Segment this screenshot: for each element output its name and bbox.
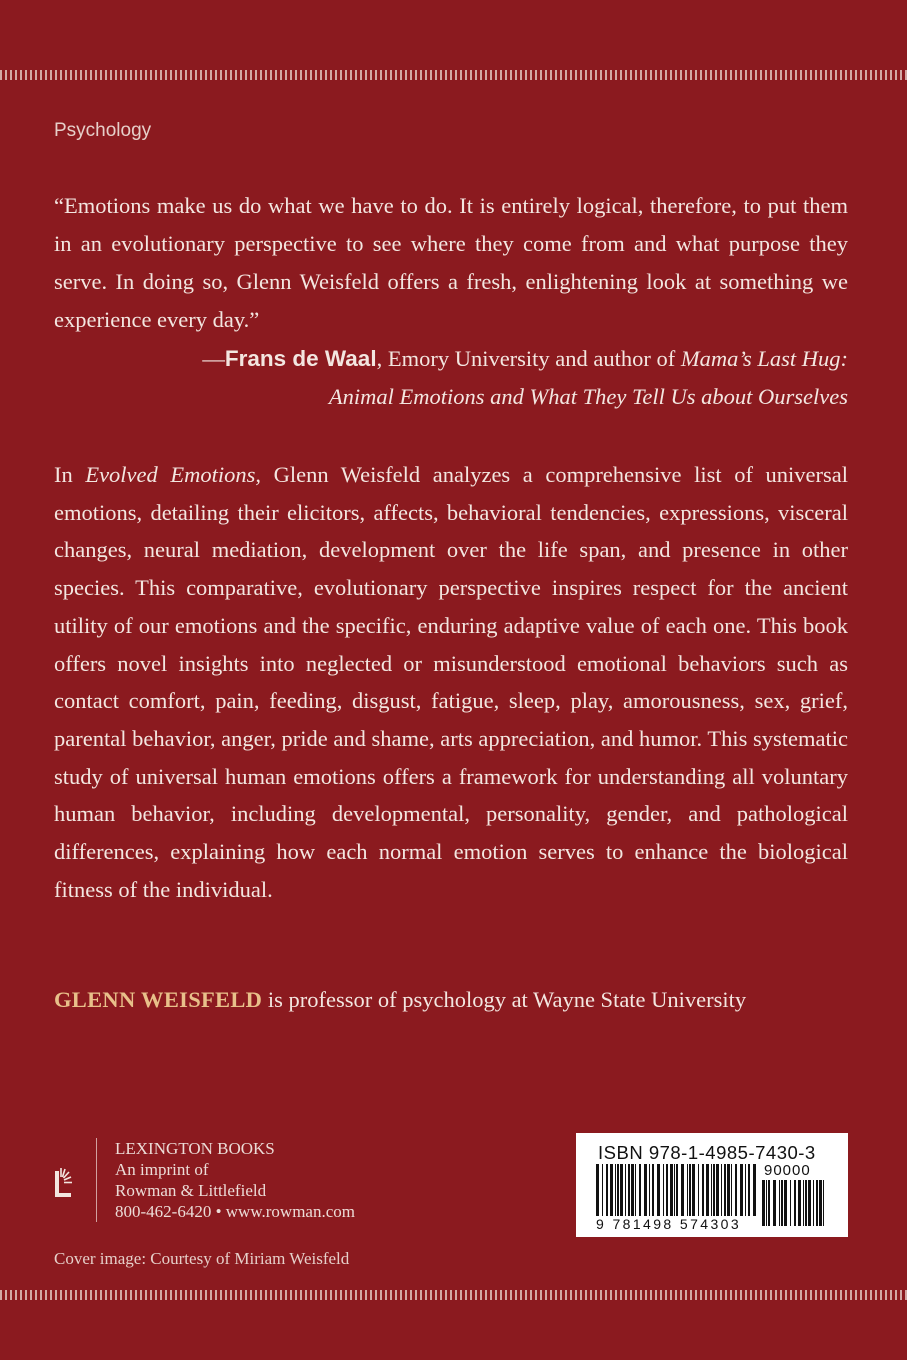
endorser-name: Frans de Waal	[224, 346, 377, 371]
barcode-bar	[808, 1180, 811, 1226]
endorser-affiliation: , Emory University and author of	[376, 346, 681, 371]
barcode-bar	[610, 1164, 613, 1216]
barcode-bar	[721, 1164, 722, 1216]
barcode-bar	[748, 1164, 750, 1216]
barcode-bar	[762, 1180, 765, 1226]
isbn-label: ISBN 978-1-4985-7430-3	[598, 1142, 816, 1163]
bottom-border-stripe	[0, 1290, 907, 1300]
isbn-barcode	[576, 1133, 848, 1237]
barcode-bar	[692, 1164, 695, 1216]
barcode-bar	[615, 1164, 616, 1216]
author-name: GLENN WEISFELD	[54, 987, 263, 1012]
barcode-bar	[657, 1164, 660, 1216]
barcode-bar	[727, 1164, 730, 1216]
price-code: 90000	[764, 1162, 811, 1179]
barcode-bar	[784, 1180, 787, 1226]
ean-digits: 9 781498 574303	[596, 1216, 741, 1232]
publisher-info	[96, 1138, 355, 1222]
barcode-bar	[740, 1164, 743, 1216]
barcode-bar	[649, 1164, 650, 1216]
description-intro: In	[54, 462, 86, 487]
barcode-bar	[631, 1164, 634, 1216]
publisher-parent: Rowman & Littlefield	[115, 1181, 267, 1200]
endorsement-attribution	[54, 340, 848, 416]
endorsement-quote: “Emotions make us do what we have to do. It is entirely logical, therefore, to put them in an evolutionary perspective to see where they come from and what purpose they serve. In doing so, Glenn Weisfeld offers a fresh, enlightening look at something we experience every day.”	[54, 193, 848, 332]
barcode-bar	[663, 1164, 664, 1216]
description-book-title: Evolved Emotions,	[85, 462, 261, 487]
barcode-bar	[666, 1164, 668, 1216]
barcode-bar	[702, 1164, 704, 1216]
barcode-bar	[687, 1164, 688, 1216]
barcode-bar	[790, 1180, 791, 1226]
barcode-bar	[639, 1164, 641, 1216]
barcode-bar	[670, 1164, 673, 1216]
barcode-bar	[753, 1164, 756, 1216]
barcode-bar	[628, 1164, 630, 1216]
barcode-bar	[813, 1180, 814, 1226]
barcode-bar	[681, 1164, 684, 1216]
barcode-bar	[713, 1164, 715, 1216]
cover-image-credit: Cover image: Courtesy of Miriam Weisfeld	[54, 1249, 350, 1268]
barcode-bar	[711, 1164, 712, 1216]
barcode-bar	[676, 1164, 678, 1216]
barcode-bar	[798, 1180, 801, 1226]
barcode-bar	[731, 1164, 732, 1216]
barcode-bar	[724, 1164, 726, 1216]
barcode-bar	[620, 1164, 623, 1216]
attribution-dash: —	[202, 346, 225, 371]
barcode-bar	[644, 1164, 647, 1216]
barcode-bar	[617, 1164, 619, 1216]
ean-barcode-bars	[596, 1164, 756, 1216]
endorser-book-title-line1: Mama’s Last Hug:	[680, 346, 848, 371]
barcode-bar	[823, 1180, 824, 1226]
author-bio	[54, 982, 848, 1018]
barcode-bar	[768, 1180, 770, 1226]
barcode-bar	[625, 1164, 626, 1216]
description-body: Glenn Weisfeld analyzes a comprehensive list of universal emotions, detailing their elicitors, affects, behavioral tendencies, expressions, visceral changes, neural mediation, development over the life span, and presence in other species. This comparative, evolutionary perspective inspires respect for the ancient utility of our emotions and the specific, enduring adaptive value of each one. This book offers novel insights into neglected or misunderstood emotional behaviors such as contact comfort, pain, feeding, disgust, fatigue, sleep, play, amorousness, sex, grief, parental behavior, anger, pride and shame, arts appreciation, and humor. This systematic study of universal human emotions offers a framework for understanding all voluntary human behavior, including developmental, personality, gender, and pathological differences, explaining how each normal emotion serves to enhance the biological fitness of the individual.	[54, 462, 848, 902]
barcode-bar	[596, 1164, 599, 1216]
barcode-bar	[805, 1180, 807, 1226]
top-border-stripe	[0, 70, 907, 80]
barcode-bar	[674, 1164, 675, 1216]
publisher-imprint: An imprint of	[115, 1160, 209, 1179]
publisher-contact: 800-462-6420 • www.rowman.com	[115, 1202, 355, 1221]
barcode-bar	[606, 1164, 608, 1216]
barcode-bar	[781, 1180, 783, 1226]
endorser-book-title-line2: Animal Emotions and What They Tell Us about Ourselves	[328, 384, 848, 409]
publisher-name: LEXINGTON BOOKS	[115, 1139, 275, 1158]
category-label: Psychology	[54, 120, 152, 141]
book-description	[54, 456, 848, 908]
barcode-bar	[816, 1180, 818, 1226]
lexington-logo-icon	[55, 1163, 73, 1197]
barcode-bar	[652, 1164, 654, 1216]
barcode-bar	[773, 1180, 776, 1226]
barcode-bar	[779, 1180, 780, 1226]
barcode-bar	[794, 1180, 796, 1226]
author-bio-text: is professor of psychology at Wayne State University	[262, 987, 747, 1012]
barcode-bar	[698, 1164, 699, 1216]
barcode-bar	[706, 1164, 709, 1216]
barcode-bar	[635, 1164, 636, 1216]
addon-barcode-bars	[762, 1180, 828, 1226]
barcode-bar	[819, 1180, 822, 1226]
barcode-bar	[745, 1164, 746, 1216]
barcode-bar	[689, 1164, 691, 1216]
barcode-bar	[716, 1164, 719, 1216]
barcode-bar	[735, 1164, 737, 1216]
barcode-bar	[602, 1164, 603, 1216]
barcode-bar	[803, 1180, 804, 1226]
barcode-bar	[766, 1180, 767, 1226]
